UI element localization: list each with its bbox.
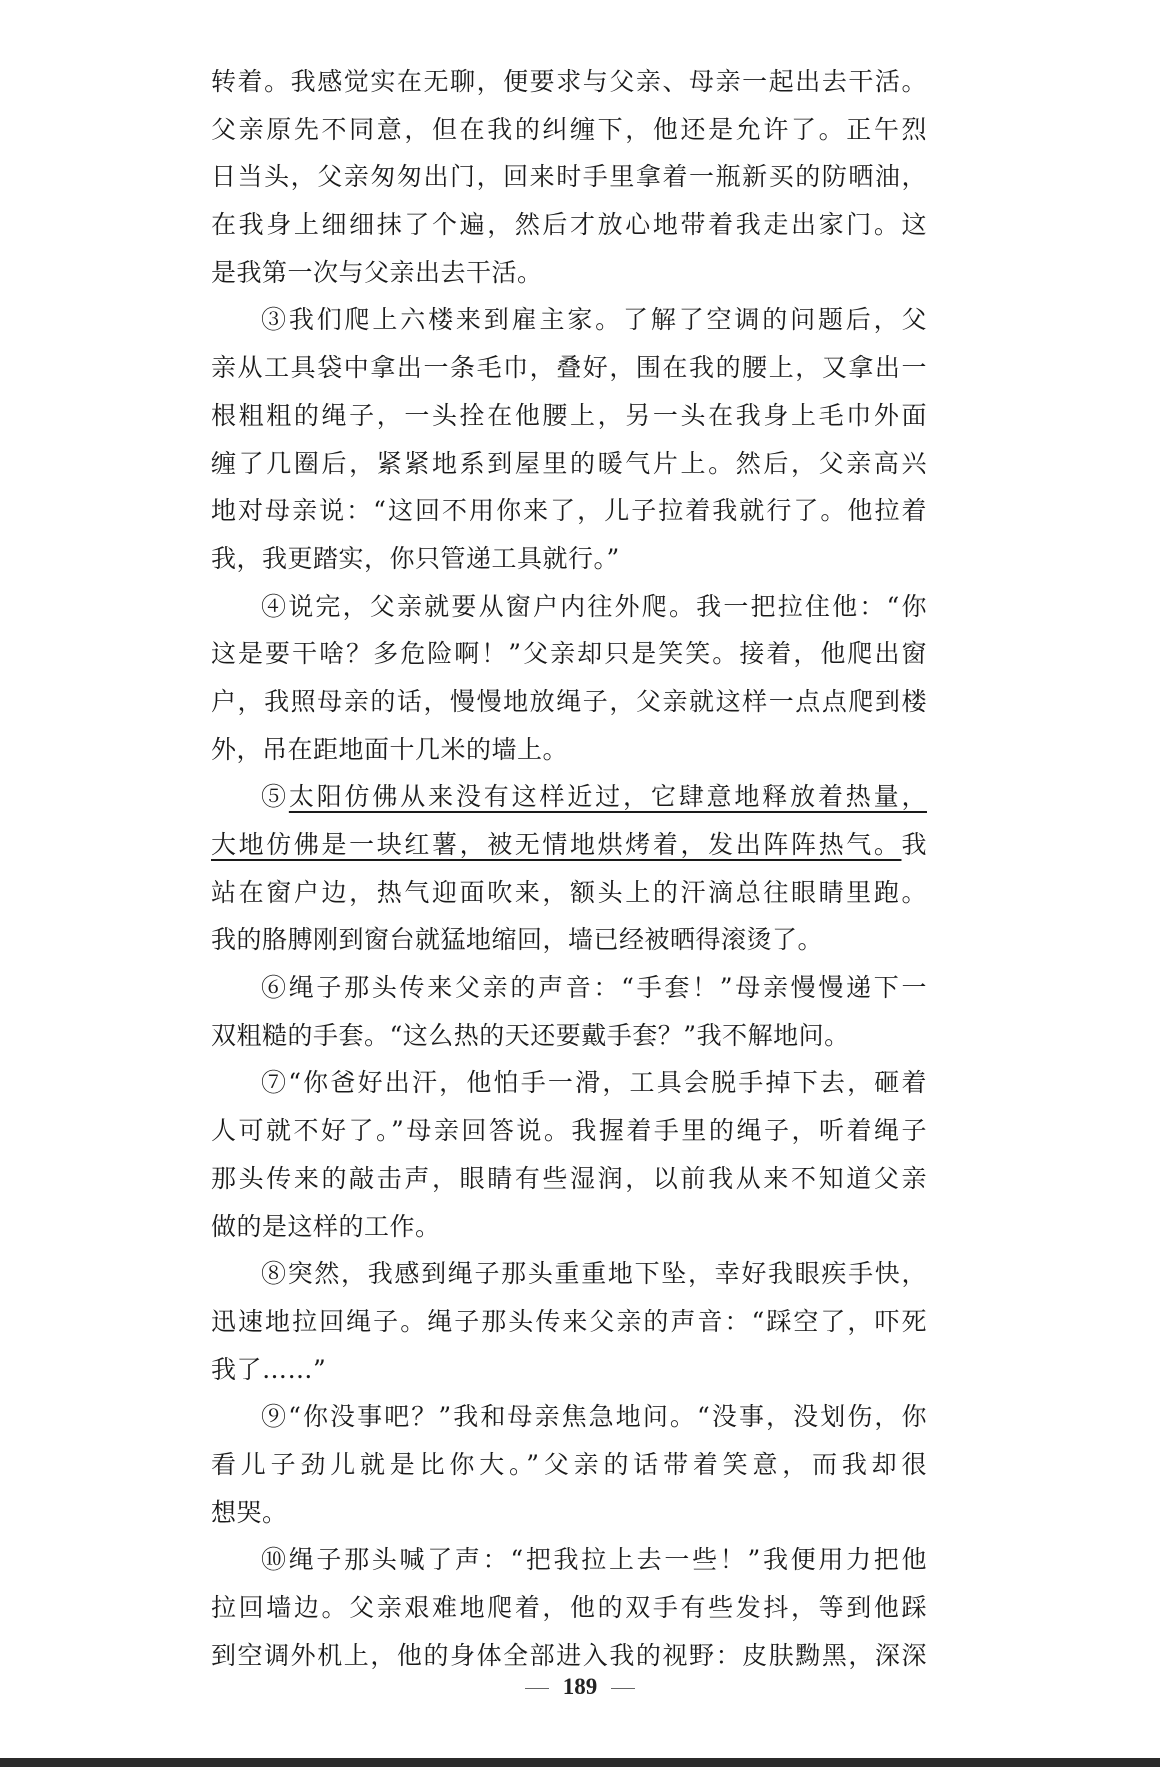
page-number-dash-right <box>611 1688 635 1689</box>
text-line: 在我身上细细抹了个遍，然后才放心地带着我走出家门。这 <box>211 210 927 240</box>
text-line: 想哭。 <box>211 1497 288 1527</box>
body-text <box>211 58 927 1679</box>
text-line: ⑩绳子那头喊了声：“把我拉上去一些！”我便用力把他 <box>261 1545 927 1575</box>
page-number-dash-left <box>525 1688 549 1689</box>
paragraph-6 <box>211 964 927 1059</box>
underlined-sentence: 太阳仿佛从来没有这样近过，它肆意地释放着热量， <box>288 782 927 812</box>
text-line: 根粗粗的绳子，一头拴在他腰上，另一头在我身上毛巾外面 <box>211 400 927 430</box>
text-line: 做的是这样的工作。 <box>211 1211 441 1241</box>
text-line: 地对母亲说：“这回不用你来了，儿子拉着我就行了。他拉着 <box>211 496 927 526</box>
paragraph-continued <box>211 58 927 296</box>
text-line: 双粗糙的手套。“这么热的天还要戴手套？”我不解地问。 <box>211 1020 850 1050</box>
text-line: 到空调外机上，他的身体全部进入我的视野：皮肤黝黑，深深 <box>211 1640 927 1670</box>
text-line: ⑧突然，我感到绳子那头重重地下坠，幸好我眼疾手快， <box>261 1259 927 1289</box>
paragraph-5 <box>211 773 927 964</box>
text-line: 亲从工具袋中拿出一条毛巾，叠好，围在我的腰上，又拿出一 <box>211 353 927 383</box>
text-line: 缠了几圈后，紧紧地系到屋里的暖气片上。然后，父亲高兴 <box>211 448 927 478</box>
text-line: 户，我照母亲的话，慢慢地放绳子，父亲就这样一点点爬到楼 <box>211 686 927 716</box>
text-line: ⑨“你没事吧？”我和母亲焦急地问。“没事，没划伤，你 <box>261 1402 927 1432</box>
text-line: 拉回墙边。父亲艰难地爬着，他的双手有些发抖，等到他踩 <box>211 1593 927 1622</box>
page-number <box>0 1674 1160 1700</box>
text-line: ⑦“你爸好出汗，他怕手一滑，工具会脱手掉下去，砸着 <box>261 1068 927 1098</box>
paragraph-marker: ⑤ <box>261 782 289 812</box>
text-line: 看儿子劲儿就是比你大。”父亲的话带着笑意，而我却很 <box>211 1449 927 1479</box>
text-line: 人可就不好了。”母亲回答说。我握着手里的绳子，听着绳子 <box>211 1116 927 1146</box>
underlined-sentence: 大地仿佛是一块红薯，被无情地烘烤着，发出阵阵热气。 <box>211 830 902 859</box>
text-line: ④说完，父亲就要从窗户内往外爬。我一把拉住他：“你 <box>261 591 927 621</box>
paragraph-7 <box>211 1059 927 1250</box>
paragraph-9 <box>211 1393 927 1536</box>
paragraph-8 <box>211 1250 927 1393</box>
paragraph-3 <box>211 296 927 582</box>
text-line <box>211 773 927 821</box>
page-number-value: 189 <box>562 1674 598 1699</box>
text-line: 我了……” <box>211 1354 327 1384</box>
text-line: 站在窗户边，热气迎面吹来，额头上的汗滴总往眼睛里跑。 <box>211 877 927 907</box>
bottom-edge-bar <box>0 1758 1160 1767</box>
paragraph-10 <box>211 1536 927 1679</box>
text-line: 转着。我感觉实在无聊，便要求与父亲、母亲一起出去干活。 <box>211 67 927 96</box>
text-line: 是我第一次与父亲出去干活。 <box>211 257 543 287</box>
paragraph-4 <box>211 583 927 774</box>
text-line: 那头传来的敲击声，眼睛有些湿润，以前我从来不知道父亲 <box>211 1163 927 1193</box>
text-line <box>211 821 927 869</box>
text-line: 迅速地拉回绳子。绳子那头传来父亲的声音：“踩空了，吓死 <box>211 1306 927 1336</box>
text-line: 这是要干啥？多危险啊！”父亲却只是笑笑。接着，他爬出窗 <box>211 639 927 669</box>
text-line: 父亲原先不同意，但在我的纠缠下，他还是允许了。正午烈 <box>211 114 927 144</box>
text-line: 日当头，父亲匆匆出门，回来时手里拿着一瓶新买的防晒油， <box>211 162 927 192</box>
text-fragment: 我 <box>901 830 927 859</box>
text-line: ⑥绳子那头传来父亲的声音：“手套！”母亲慢慢递下一 <box>261 973 927 1003</box>
text-line: 外，吊在距地面十几米的墙上。 <box>211 734 569 764</box>
text-line: 我，我更踏实，你只管递工具就行。” <box>211 543 620 573</box>
text-line: ③我们爬上六楼来到雇主家。了解了空调的问题后，父 <box>261 305 927 335</box>
text-line: 我的胳膊刚到窗台就猛地缩回，墙已经被晒得滚烫了。 <box>211 925 824 955</box>
